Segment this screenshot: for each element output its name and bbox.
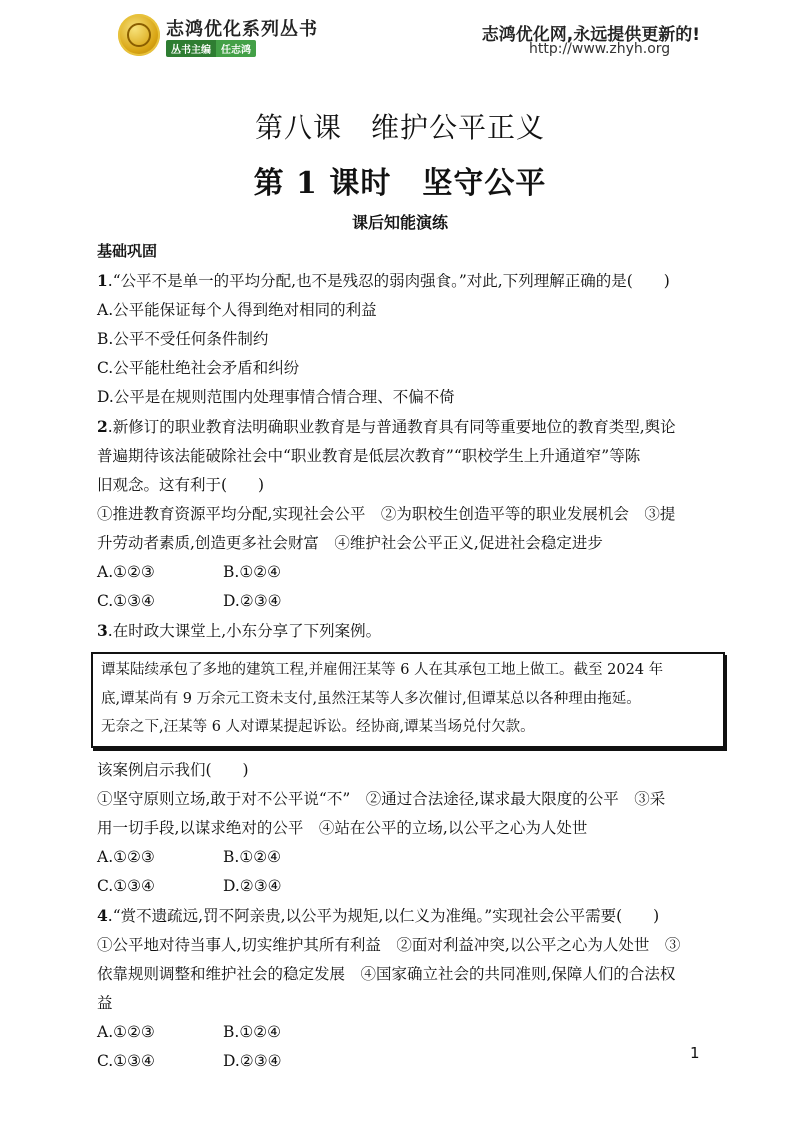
choice-b[interactable]: B.公平不受任何条件制约 xyxy=(97,330,269,348)
case-box xyxy=(91,652,725,748)
options-row xyxy=(97,872,717,901)
page-number: 1 xyxy=(690,1044,700,1062)
option-a[interactable]: A.①②③ xyxy=(97,847,155,866)
question-3 xyxy=(97,616,717,901)
option-d[interactable]: D.②③④ xyxy=(223,876,282,895)
question-number: 3 xyxy=(97,621,108,640)
option-b[interactable]: B.①②④ xyxy=(223,563,282,581)
statement-line: 用一切手段,以谋求绝对的公平 ④站在公平的立场,以公平之心为人处世 xyxy=(97,818,588,837)
question-4 xyxy=(97,901,717,1076)
period-title: 第 1 课时 坚守公平 xyxy=(253,166,547,201)
statement-line: ①公平地对待当事人,切实维护其所有利益 ②面对利益冲突,以公平之心为人处世 ③ xyxy=(97,935,681,954)
question-stem: 4.“赏不遗疏远,罚不阿亲贵,以公平为规矩,以仁义为准绳。”实现社会公平需要( ) xyxy=(97,905,660,925)
statement-line: 依靠规则调整和维护社会的稳定发展 ④国家确立社会的共同准则,保障人们的合法权 xyxy=(97,964,676,983)
choice-c[interactable]: C.公平能杜绝社会矛盾和纠纷 xyxy=(97,359,300,377)
question-stem-line: 普遍期待该法能破除社会中“职业教育是低层次教育”“职校学生上升通道窄”等陈 xyxy=(97,447,641,465)
case-line: 底,谭某尚有 9 万余元工资未支付,虽然汪某等人多次催讨,但谭某总以各种理由拖延。 xyxy=(101,690,641,707)
case-line: 谭某陆续承包了多地的建筑工程,并雇佣汪某等 6 人在其承包工地上做工。截至 2024 年 xyxy=(101,662,664,678)
site-slogan: 志鸿优化网,永远提供更新的! xyxy=(481,25,700,45)
exercise-subtitle: 课后知能演练 xyxy=(351,213,448,232)
option-b[interactable]: B.①②④ xyxy=(223,847,282,866)
statement-line: 升劳动者素质,创造更多社会财富 ④维护社会公平正义,促进社会稳定进步 xyxy=(97,534,603,552)
page-header xyxy=(0,0,800,70)
option-c[interactable]: C.①③④ xyxy=(97,592,155,610)
question-2 xyxy=(97,412,717,616)
option-a[interactable]: A.①②③ xyxy=(97,563,155,581)
editor-tag xyxy=(166,40,256,57)
editor-label: 丛书主编 xyxy=(166,40,216,57)
series-logo-icon xyxy=(118,14,160,56)
case-line: 无奈之下,汪某等 6 人对谭某提起诉讼。经协商,谭某当场兑付欠款。 xyxy=(101,719,535,735)
exercise-content xyxy=(97,237,717,1076)
option-c[interactable]: C.①③④ xyxy=(97,1051,155,1070)
option-d[interactable]: D.②③④ xyxy=(223,592,282,610)
question-number: 2 xyxy=(97,417,108,436)
question-stem-line: 旧观念。这有利于( ) xyxy=(97,476,265,494)
question-prompt: 该案例启示我们( ) xyxy=(97,760,249,779)
series-title: 志鸿优化系列丛书 xyxy=(166,19,318,40)
option-c[interactable]: C.①③④ xyxy=(97,876,155,895)
question-stem: 1.“公平不是单一的平均分配,也不是残忍的弱肉强食。”对此,下列理解正确的是( ) xyxy=(97,271,670,290)
options-row xyxy=(97,843,717,872)
statement-line: ①坚守原则立场,敢于对不公平说“不” ②通过合法途径,谋求最大限度的公平 ③采 xyxy=(97,789,666,808)
editor-name: 任志鸿 xyxy=(216,40,256,57)
lesson-title: 第八课 维护公平正义 xyxy=(254,111,545,144)
choice-d[interactable]: D.公平是在规则范围内处理事情合情合理、不偏不倚 xyxy=(97,388,455,406)
question-stem: 2.新修订的职业教育法明确职业教育是与普通教育具有同等重要地位的教育类型,舆论 xyxy=(97,417,676,436)
options-row xyxy=(97,587,717,616)
statement-line: ①推进教育资源平均分配,实现社会公平 ②为职校生创造平等的职业发展机会 ③提 xyxy=(97,505,676,523)
choice-a[interactable]: A.公平能保证每个人得到绝对相同的利益 xyxy=(97,301,377,319)
section-heading: 基础巩固 xyxy=(97,242,158,260)
question-number: 1 xyxy=(97,271,108,290)
option-d[interactable]: D.②③④ xyxy=(223,1051,282,1070)
question-number: 4 xyxy=(97,905,108,925)
options-row xyxy=(97,558,717,587)
options-row xyxy=(97,1018,717,1047)
question-1 xyxy=(97,266,717,412)
site-url[interactable]: http://www.zhyh.org xyxy=(529,41,671,57)
options-row xyxy=(97,1047,717,1076)
question-stem: 3.在时政大课堂上,小东分享了下列案例。 xyxy=(97,621,382,640)
option-b[interactable]: B.①②④ xyxy=(223,1022,282,1041)
option-a[interactable]: A.①②③ xyxy=(97,1022,155,1041)
statement-line: 益 xyxy=(97,993,113,1012)
